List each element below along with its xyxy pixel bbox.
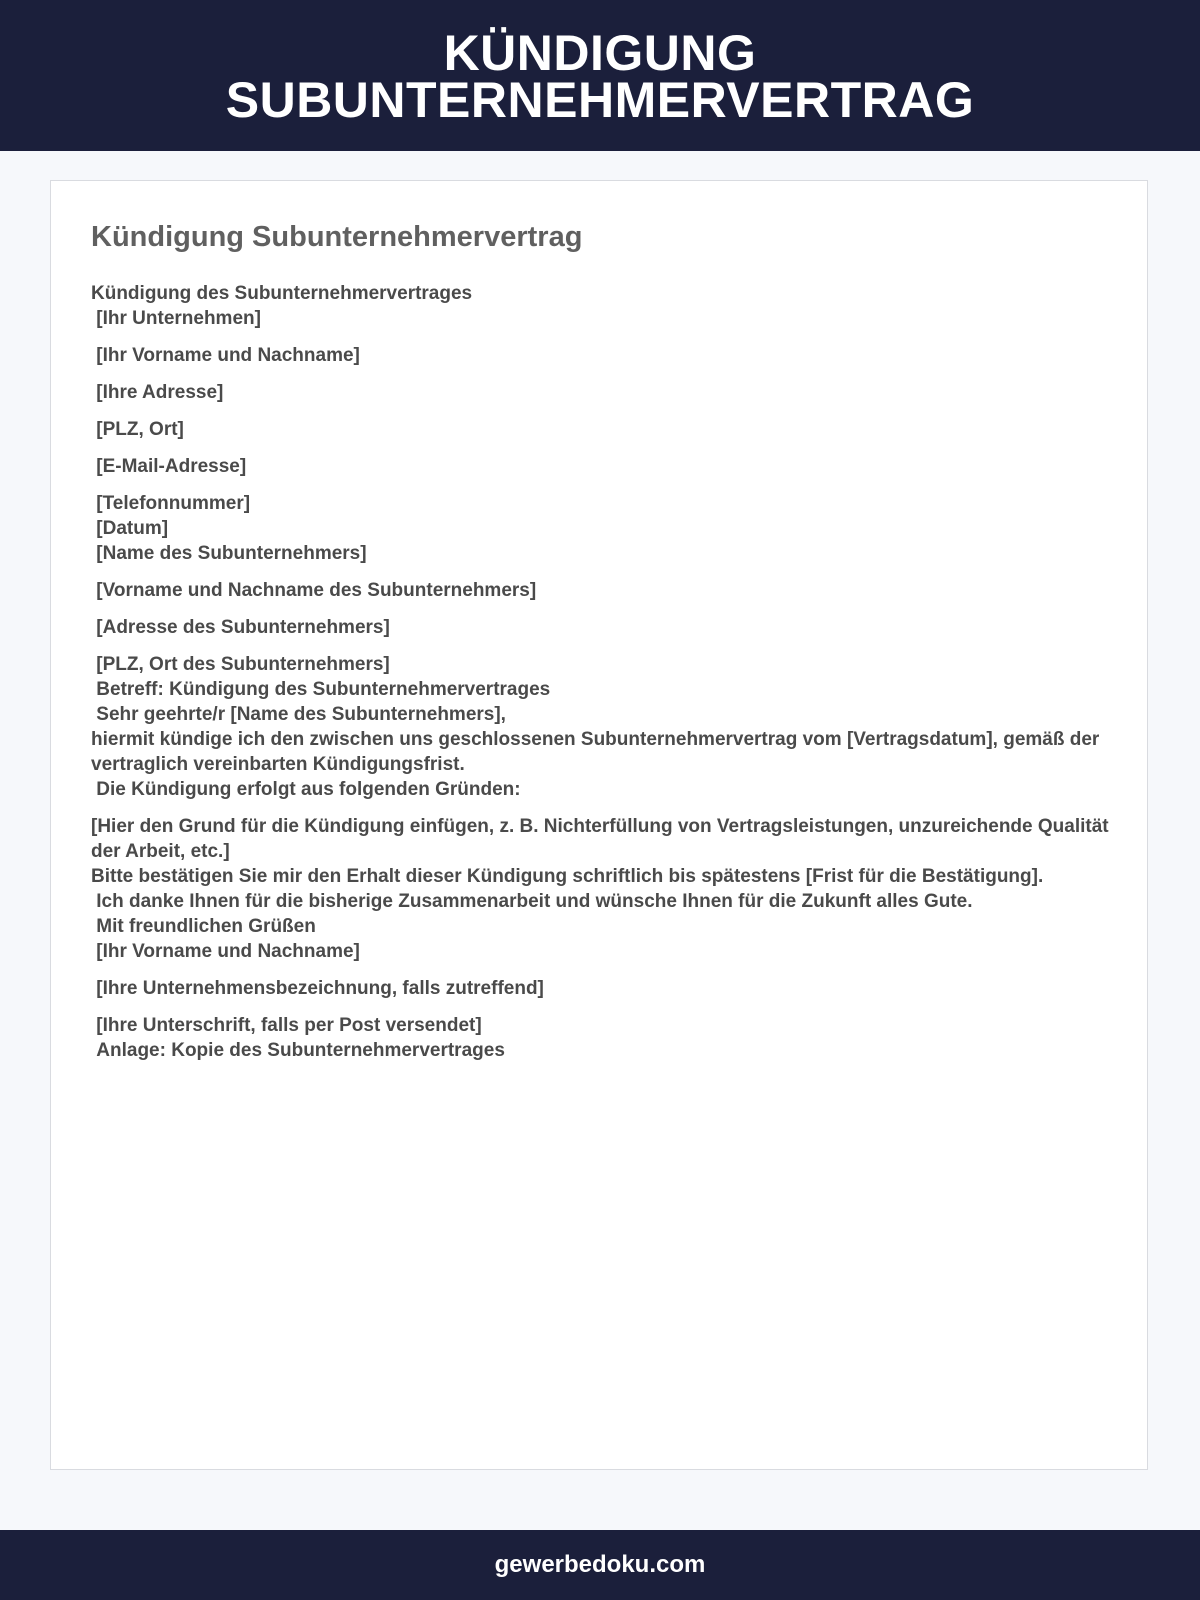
sender-zip-city: [PLZ, Ort] bbox=[91, 419, 184, 440]
recipient-zip-city: [PLZ, Ort des Subunternehmers] bbox=[91, 654, 390, 675]
letter-closing: Mit freundlichen Grüßen bbox=[91, 916, 316, 937]
page-header bbox=[0, 0, 1200, 151]
letter-thanks: Ich danke Ihnen für die bisherige Zusammenarbeit und wünsche Ihnen für die Zukunft alles Gute. bbox=[91, 891, 973, 912]
signature-placeholder: [Ihre Unterschrift, falls per Post versendet] bbox=[91, 1015, 482, 1036]
recipient-name: [Vorname und Nachname des Subunternehmers] bbox=[91, 580, 537, 601]
letter-confirmation-request: Bitte bestätigen Sie mir den Erhalt dieser Kündigung schriftlich bis spätestens [Frist für die Bestätigung]. bbox=[91, 866, 1044, 887]
recipient-company: [Name des Subunternehmers] bbox=[91, 543, 367, 564]
sender-address: [Ihre Adresse] bbox=[91, 382, 224, 403]
sender-email: [E-Mail-Adresse] bbox=[91, 456, 247, 477]
document-title: Kündigung Subunternehmervertrag bbox=[91, 221, 583, 253]
page-title-line-1: KÜNDIGUNG bbox=[443, 24, 757, 81]
letter-subject-line: Kündigung des Subunternehmervertrages bbox=[91, 283, 473, 304]
letter-date: [Datum] bbox=[91, 518, 169, 539]
footer-site-link[interactable]: gewerbedoku.com bbox=[494, 1551, 706, 1578]
sender-name: [Ihr Vorname und Nachname] bbox=[91, 345, 360, 366]
signature-name: [Ihr Vorname und Nachname] bbox=[91, 941, 360, 962]
letter-salutation: Sehr geehrte/r [Name des Subunternehmers], bbox=[91, 704, 506, 725]
document-card bbox=[50, 180, 1148, 1470]
page-title-line-2: SUBUNTERNEHMERVERTRAG bbox=[225, 71, 975, 128]
recipient-address: [Adresse des Subunternehmers] bbox=[91, 617, 390, 638]
letter-reasons-placeholder: [Hier den Grund für die Kündigung einfügen, z. B. Nichterfüllung von Vertragsleistungen, unzureichende Qualität der Arbeit, etc.] bbox=[91, 816, 1114, 862]
page-title bbox=[225, 24, 975, 128]
letter-reference: Betreff: Kündigung des Subunternehmervertrages bbox=[91, 679, 551, 700]
sender-phone: [Telefonnummer] bbox=[91, 493, 251, 514]
page-footer bbox=[0, 1530, 1200, 1600]
letter-reasons-intro: Die Kündigung erfolgt aus folgenden Gründen: bbox=[91, 779, 521, 800]
signature-company: [Ihre Unternehmensbezeichnung, falls zutreffend] bbox=[91, 978, 544, 999]
letter-termination-paragraph: hiermit kündige ich den zwischen uns geschlossenen Subunternehmervertrag vom [Vertragsdatum], gemäß der vertraglich vereinbarten Kündigungsfrist. bbox=[91, 729, 1105, 775]
letter-attachment: Anlage: Kopie des Subunternehmervertrages bbox=[91, 1040, 505, 1061]
sender-company: [Ihr Unternehmen] bbox=[91, 308, 261, 329]
letter-body bbox=[91, 281, 1114, 1063]
